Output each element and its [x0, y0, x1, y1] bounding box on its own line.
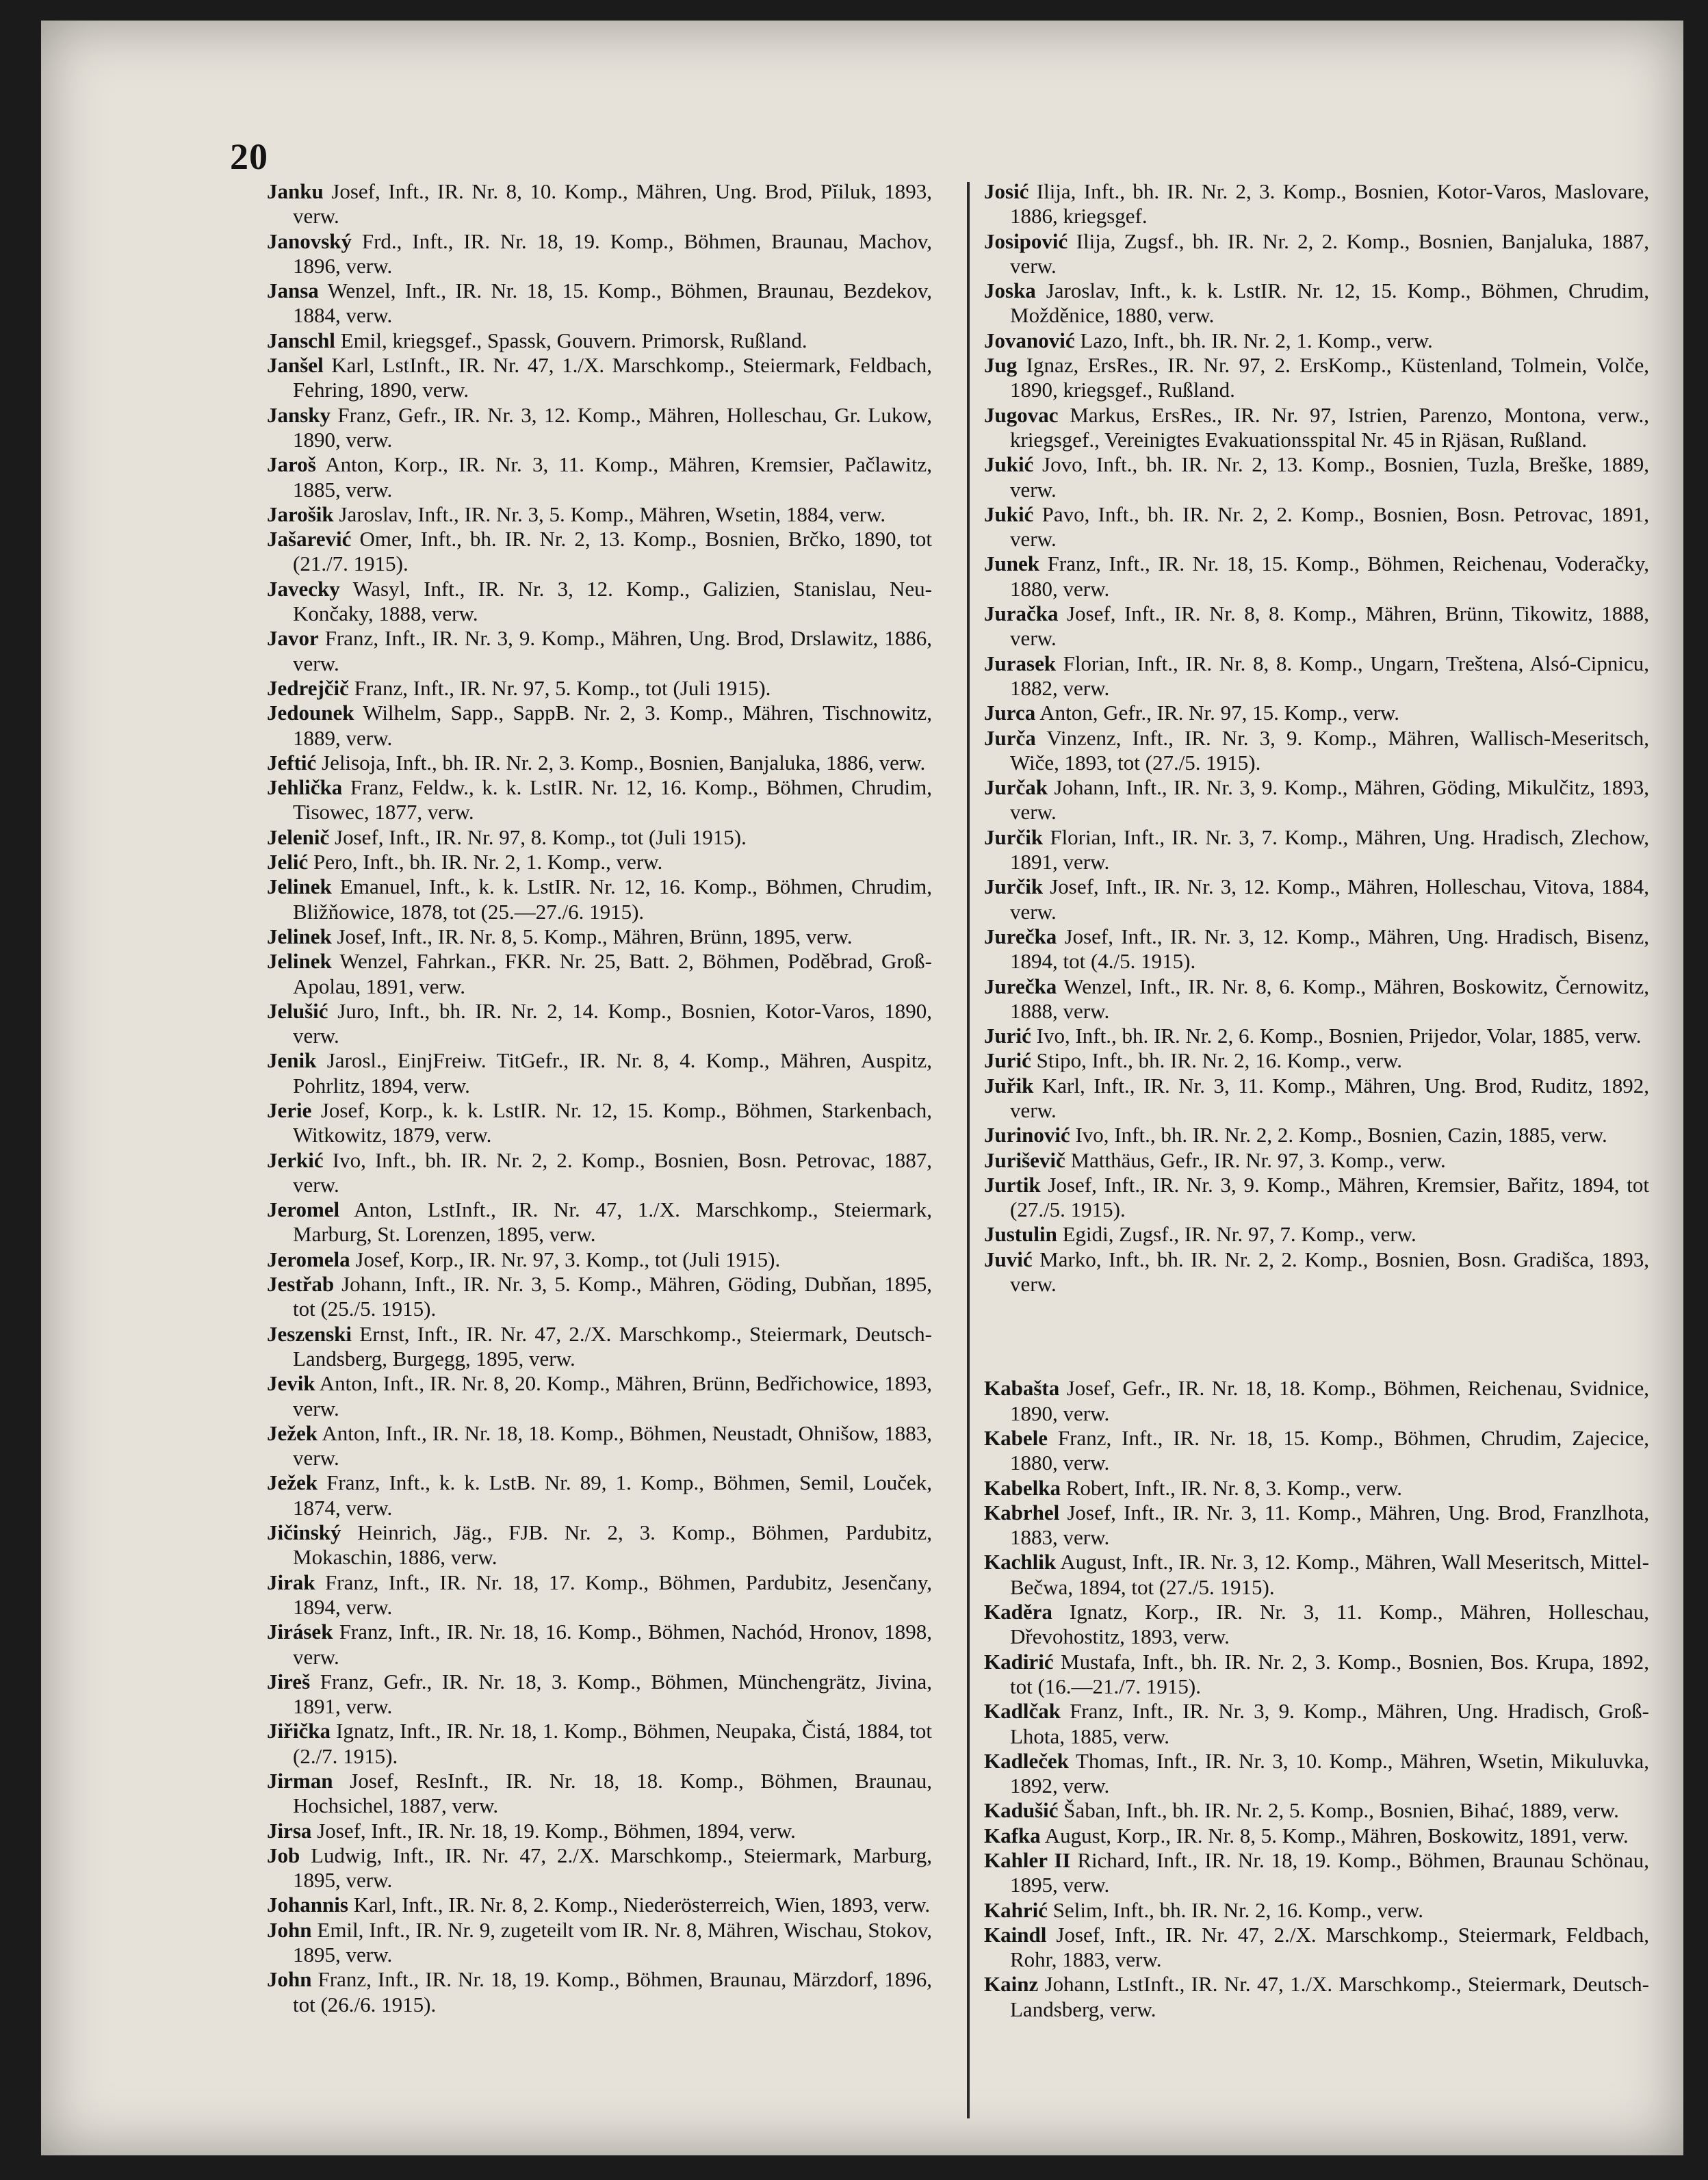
list-entry — [267, 949, 932, 999]
entry-surname: Jurca — [984, 701, 1036, 725]
entry-details: Markus, ErsRes., IR. Nr. 97, Istrien, Parenzo, Montona, verw., kriegsgef., Vereinigtes Evakuationsspital Nr. 45 in Rjäsan, Rußland. — [1010, 402, 1649, 452]
entry-surname: Johannis — [267, 1893, 348, 1917]
entry-details: Anton, Inft., IR. Nr. 18, 18. Komp., Böhmen, Neustadt, Ohnišow, 1883, verw. — [293, 1420, 932, 1470]
list-entry — [984, 452, 1649, 502]
list-entry — [984, 502, 1649, 552]
entry-details: Ernst, Inft., IR. Nr. 47, 2./X. Marschkomp., Steiermark, Deutsch-Landsberg, Burgegg, 1895, verw. — [293, 1321, 932, 1371]
list-entry — [984, 1749, 1649, 1799]
list-entry — [267, 179, 932, 229]
list-entry — [267, 1570, 932, 1620]
entry-surname: Josić — [984, 179, 1029, 203]
list-entry — [984, 1798, 1649, 1823]
entry-surname: Jelić — [267, 850, 309, 874]
book-page — [41, 21, 1683, 2155]
section-gap — [984, 1297, 1649, 1376]
list-entry — [267, 1197, 932, 1247]
list-entry — [984, 1048, 1649, 1073]
entry-surname: Jeftić — [267, 750, 317, 775]
entry-details: Omer, Inft., bh. IR. Nr. 2, 13. Komp., Bosnien, Brčko, 1890, tot (21./7. 1915). — [293, 527, 932, 576]
entry-surname: Kahrić — [984, 1897, 1048, 1922]
list-entry — [267, 1967, 932, 2017]
list-entry — [267, 1272, 932, 1322]
list-entry — [984, 278, 1649, 328]
entry-details: August, Korp., IR. Nr. 8, 5. Komp., Mähren, Boskowitz, 1891, verw. — [1040, 1823, 1629, 1847]
list-entry — [984, 1173, 1649, 1223]
entry-surname: Jirak — [267, 1570, 315, 1594]
entry-surname: Jug — [984, 353, 1018, 378]
entry-details: Ignatz, Inft., IR. Nr. 18, 1. Komp., Böhmen, Neupaka, Čistá, 1884, tot (2./7. 1915). — [293, 1719, 932, 1768]
entry-surname: Jedounek — [267, 701, 354, 725]
entry-surname: Jugovac — [984, 402, 1059, 427]
entry-surname: Kaindl — [984, 1922, 1047, 1947]
entry-details: Karl, LstInft., IR. Nr. 47, 1./X. Marschkomp., Steiermark, Feldbach, Fehring, 1890, verw. — [293, 353, 932, 402]
entry-surname: Kadleček — [984, 1748, 1069, 1773]
list-entry — [267, 328, 932, 353]
entry-details: Ivo, Inft., bh. IR. Nr. 2, 2. Komp., Bosnien, Cazin, 1885, verw. — [1070, 1123, 1607, 1147]
right-column — [984, 179, 1649, 2022]
entry-details: Vinzenz, Inft., IR. Nr. 3, 9. Komp., Mähren, Wallisch-Meseritsch, Wiče, 1893, tot (27./5. 1915). — [1010, 725, 1649, 775]
list-entry — [984, 1024, 1649, 1048]
entry-surname: Kadirić — [984, 1649, 1054, 1674]
list-entry — [267, 1620, 932, 1670]
list-entry — [267, 775, 932, 825]
entry-surname: Juriševič — [984, 1147, 1065, 1172]
entry-details: Emil, kriegsgef., Spassk, Gouvern. Primorsk, Rußland. — [335, 328, 807, 352]
entry-details: Ludwig, Inft., IR. Nr. 47, 2./X. Marschkomp., Steiermark, Marburg, 1895, verw. — [293, 1843, 932, 1893]
entry-surname: Jelušić — [267, 998, 328, 1023]
entry-details: Franz, Feldw., k. k. LstIR. Nr. 12, 16. Komp., Böhmen, Chrudim, Tisowec, 1877, verw. — [293, 775, 932, 825]
list-entry — [267, 1670, 932, 1720]
entry-surname: Juračka — [984, 601, 1059, 626]
entry-surname: Jeromela — [267, 1247, 350, 1271]
list-entry — [984, 1247, 1649, 1297]
list-entry — [267, 1048, 932, 1098]
entry-surname: Jelinek — [267, 949, 332, 974]
entry-surname: Kabrhel — [984, 1500, 1060, 1524]
entry-details: Ignaz, ErsRes., IR. Nr. 97, 2. ErsKomp., Küstenland, Tolmein, Volče, 1890, kriegsgef., Rußland. — [1010, 353, 1649, 402]
list-entry — [267, 1893, 932, 1917]
list-entry — [984, 1848, 1649, 1898]
entry-surname: Jurča — [984, 725, 1036, 750]
entry-surname: Jansky — [267, 402, 331, 427]
entry-details: Anton, Korp., IR. Nr. 3, 11. Komp., Mähren, Kremsier, Pačlawitz, 1885, verw. — [293, 452, 932, 502]
entry-surname: Jurić — [984, 1024, 1031, 1048]
entry-details: Ilija, Inft., bh. IR. Nr. 2, 3. Komp., Bosnien, Kotor-Varos, Maslovare, 1886, kriegsgef. — [1010, 179, 1649, 229]
list-entry — [984, 1074, 1649, 1124]
list-entry — [267, 1470, 932, 1520]
list-entry — [984, 651, 1649, 701]
entry-details: Ilija, Zugsf., bh. IR. Nr. 2, 2. Komp., Bosnien, Banjaluka, 1887, verw. — [1010, 229, 1649, 278]
list-entry — [984, 775, 1649, 825]
entry-details: Jarosl., EinjFreiw. TitGefr., IR. Nr. 8, 4. Komp., Mähren, Auspitz, Pohrlitz, 1894, verw. — [293, 1048, 932, 1098]
entry-details: Ivo, Inft., bh. IR. Nr. 2, 2. Komp., Bosnien, Bosn. Petrovac, 1887, verw. — [293, 1147, 932, 1197]
list-entry — [984, 1699, 1649, 1749]
list-entry — [267, 229, 932, 279]
entry-details: Franz, Gefr., IR. Nr. 18, 3. Komp., Böhmen, Münchengrätz, Jivina, 1891, verw. — [293, 1669, 932, 1719]
entry-details: Jaroslav, Inft., IR. Nr. 3, 5. Komp., Mähren, Wsetin, 1884, verw. — [333, 502, 886, 526]
entry-surname: Jurčik — [984, 874, 1044, 899]
list-entry — [984, 1824, 1649, 1848]
entry-surname: Jurinović — [984, 1123, 1070, 1147]
list-entry — [267, 825, 932, 850]
list-entry — [984, 1222, 1649, 1247]
entry-surname: Jurečka — [984, 974, 1057, 998]
entry-details: Josef, Inft., IR. Nr. 47, 2./X. Marschkomp., Steiermark, Feldbach, Rohr, 1883, verw. — [1010, 1922, 1649, 1972]
list-entry — [984, 1972, 1649, 2022]
list-entry — [984, 1650, 1649, 1700]
list-entry — [267, 850, 932, 874]
entry-surname: Janschl — [267, 328, 335, 352]
list-entry — [267, 924, 932, 949]
entry-surname: Kachlik — [984, 1550, 1057, 1574]
entry-details: Richard, Inft., IR. Nr. 18, 19. Komp., Böhmen, Braunau Schönau, 1895, verw. — [1010, 1848, 1649, 1897]
list-entry — [984, 353, 1649, 403]
list-entry — [984, 825, 1649, 875]
entry-details: Emil, Inft., IR. Nr. 9, zugeteilt vom IR. Nr. 8, Mähren, Wischau, Stokov, 1895, verw. — [293, 1917, 932, 1967]
entry-surname: Josipović — [984, 229, 1068, 253]
entry-details: Franz, Inft., IR. Nr. 18, 19. Komp., Böhmen, Braunau, Märzdorf, 1896, tot (26./6. 1915). — [293, 1967, 932, 2016]
entry-surname: Jerkić — [267, 1147, 324, 1172]
entry-surname: Jašarević — [267, 527, 352, 552]
list-entry — [984, 1550, 1649, 1600]
entry-surname: Jovanović — [984, 328, 1075, 352]
entry-details: Wasyl, Inft., IR. Nr. 3, 12. Komp., Galizien, Stanislau, Neu-Končaky, 1888, verw. — [293, 576, 932, 626]
list-entry — [267, 1247, 932, 1272]
list-entry — [267, 1918, 932, 1968]
entry-surname: Jelinek — [267, 874, 332, 899]
entry-surname: Kabele — [984, 1425, 1048, 1450]
entry-details: Josef, Inft., IR. Nr. 8, 5. Komp., Mähren, Brünn, 1895, verw. — [331, 924, 853, 948]
entry-details: Šaban, Inft., bh. IR. Nr. 2, 5. Komp., Bosnien, Bihać, 1889, verw. — [1058, 1798, 1619, 1823]
entry-surname: Jenik — [267, 1048, 317, 1073]
entry-details: Juro, Inft., bh. IR. Nr. 2, 14. Komp., Bosnien, Kotor-Varos, 1890, verw. — [293, 998, 932, 1048]
entry-details: Johann, LstInft., IR. Nr. 47, 1./X. Marschkomp., Steiermark, Deutsch-Landsberg, verw. — [1010, 1972, 1649, 2021]
entry-surname: Jurčak — [984, 775, 1048, 800]
entry-surname: Janšel — [267, 353, 324, 378]
entry-surname: Jarošik — [267, 502, 334, 526]
entry-surname: Janovský — [267, 229, 352, 253]
entry-details: Marko, Inft., bh. IR. Nr. 2, 2. Komp., Bosnien, Bosn. Gradišca, 1893, verw. — [1010, 1247, 1649, 1297]
list-entry — [984, 1923, 1649, 1973]
entry-details: Josef, Inft., IR. Nr. 3, 9. Komp., Mähren, Kremsier, Bařitz, 1894, tot (27./5. 1915). — [1010, 1172, 1649, 1222]
entry-details: Josef, Inft., IR. Nr. 3, 11. Komp., Mähren, Ung. Brod, Franzlhota, 1883, verw. — [1010, 1500, 1649, 1550]
entry-surname: Jevik — [267, 1371, 315, 1396]
entry-details: Josef, Gefr., IR. Nr. 18, 18. Komp., Böhmen, Reichenau, Svidnice, 1890, verw. — [1010, 1376, 1649, 1425]
list-entry — [267, 1769, 932, 1819]
list-entry — [984, 229, 1649, 279]
list-entry — [984, 1376, 1649, 1426]
list-entry — [267, 502, 932, 527]
entry-surname: Jurasek — [984, 651, 1057, 675]
entry-details: Anton, Inft., IR. Nr. 8, 20. Komp., Mähren, Brünn, Bedřichowice, 1893, verw. — [293, 1371, 932, 1420]
list-entry — [267, 1843, 932, 1893]
list-entry — [984, 1501, 1649, 1550]
entry-surname: John — [267, 1917, 312, 1942]
entry-details: Selim, Inft., bh. IR. Nr. 2, 16. Komp., verw. — [1048, 1897, 1424, 1922]
entry-surname: Juřik — [984, 1073, 1034, 1098]
column-divider — [967, 182, 970, 2118]
entry-details: Josef, Inft., IR. Nr. 3, 12. Komp., Mähren, Holleschau, Vitova, 1884, verw. — [1010, 874, 1649, 924]
entry-details: Mustafa, Inft., bh. IR. Nr. 2, 3. Komp., Bosnien, Bos. Krupa, 1892, tot (16.—21./7. 1915). — [1010, 1649, 1649, 1698]
entry-surname: Jedrejčič — [267, 675, 349, 700]
list-entry — [267, 1322, 932, 1372]
entry-details: Frd., Inft., IR. Nr. 18, 19. Komp., Böhmen, Braunau, Machov, 1896, verw. — [293, 229, 932, 278]
entry-details: Pavo, Inft., bh. IR. Nr. 2, 2. Komp., Bosnien, Bosn. Petrovac, 1891, verw. — [1010, 502, 1649, 552]
entry-details: Heinrich, Jäg., FJB. Nr. 2, 3. Komp., Böhmen, Pardubitz, Mokaschin, 1886, verw. — [293, 1520, 932, 1570]
entry-surname: Junek — [984, 552, 1039, 576]
list-entry — [267, 527, 932, 577]
entry-details: Franz, Inft., IR. Nr. 18, 16. Komp., Böhmen, Nachód, Hronov, 1898, verw. — [293, 1620, 932, 1669]
entry-details: Matthäus, Gefr., IR. Nr. 97, 3. Komp., verw. — [1065, 1147, 1446, 1172]
entry-surname: Jansa — [267, 278, 319, 303]
list-entry — [267, 403, 932, 453]
entry-details: Franz, Inft., IR. Nr. 3, 9. Komp., Mähren, Ung. Hradisch, Groß-Lhota, 1885, verw. — [1010, 1699, 1649, 1748]
entry-surname: Jeszenski — [267, 1321, 352, 1346]
entry-surname: Jurtik — [984, 1172, 1041, 1197]
entry-details: Ivo, Inft., bh. IR. Nr. 2, 6. Komp., Bosnien, Prijedor, Volar, 1885, verw. — [1031, 1024, 1642, 1048]
list-entry — [267, 1819, 932, 1843]
entry-surname: Juvić — [984, 1247, 1033, 1271]
entry-surname: Jukić — [984, 502, 1034, 526]
entry-details: Wenzel, Inft., IR. Nr. 8, 6. Komp., Mähren, Boskowitz, Černowitz, 1888, verw. — [1010, 974, 1649, 1023]
entry-surname: Jurić — [984, 1048, 1031, 1073]
entry-details: Josef, Inft., IR. Nr. 18, 19. Komp., Böhmen, 1894, verw. — [311, 1818, 796, 1843]
entry-surname: Janku — [267, 179, 324, 203]
list-entry — [984, 403, 1649, 453]
list-entry — [984, 924, 1649, 974]
entry-details: Florian, Inft., IR. Nr. 8, 8. Komp., Ungarn, Treštena, Alsó-Cipnicu, 1882, verw. — [1010, 651, 1649, 700]
entry-details: Josef, Inft., IR. Nr. 3, 12. Komp., Mähren, Ung. Hradisch, Bisenz, 1894, tot (4./5. 1915). — [1010, 924, 1649, 974]
entry-surname: Jestřab — [267, 1272, 335, 1297]
list-entry — [984, 601, 1649, 651]
entry-details: Lazo, Inft., bh. IR. Nr. 2, 1. Komp., verw. — [1074, 328, 1433, 352]
entry-details: Jaroslav, Inft., k. k. LstIR. Nr. 12, 15. Komp., Böhmen, Chrudim, Možděnice, 1880, verw. — [1010, 278, 1649, 328]
entry-surname: Kabelka — [984, 1475, 1061, 1500]
list-entry — [984, 1898, 1649, 1923]
entry-surname: Javecky — [267, 576, 340, 601]
entry-details: Ignatz, Korp., IR. Nr. 3, 11. Komp., Mähren, Holleschau, Dřevohostitz, 1893, verw. — [1010, 1600, 1649, 1649]
entry-surname: Jurčik — [984, 825, 1044, 849]
entry-surname: Kadlčak — [984, 1699, 1061, 1724]
entry-surname: Jerie — [267, 1098, 312, 1122]
entry-details: Robert, Inft., IR. Nr. 8, 3. Komp., verw. — [1060, 1475, 1403, 1500]
entry-details: Franz, Inft., IR. Nr. 18, 17. Komp., Böhmen, Pardubitz, Jesenčany, 1894, verw. — [293, 1570, 932, 1619]
list-entry — [984, 701, 1649, 725]
entry-details: Josef, Inft., IR. Nr. 97, 8. Komp., tot (Juli 1915). — [329, 825, 747, 849]
list-entry — [984, 1476, 1649, 1501]
entry-details: Franz, Inft., IR. Nr. 3, 9. Komp., Mähren, Ung. Brod, Drslawitz, 1886, verw. — [293, 626, 932, 675]
entry-details: Karl, Inft., IR. Nr. 3, 11. Komp., Mähren, Ung. Brod, Ruditz, 1892, verw. — [1010, 1073, 1649, 1122]
entry-details: Jovo, Inft., bh. IR. Nr. 2, 13. Komp., Bosnien, Tuzla, Breške, 1889, verw. — [1010, 452, 1649, 502]
list-entry — [267, 874, 932, 924]
entry-surname: Jireš — [267, 1669, 311, 1694]
list-entry — [984, 1123, 1649, 1147]
entry-surname: Ježek — [267, 1470, 318, 1495]
list-entry — [984, 328, 1649, 353]
list-entry — [984, 1426, 1649, 1476]
entry-details: Anton, LstInft., IR. Nr. 47, 1./X. Marschkomp., Steiermark, Marburg, St. Lorenzen, 1895, verw. — [293, 1197, 932, 1247]
entry-surname: Kaděra — [984, 1600, 1052, 1624]
list-entry — [267, 1421, 932, 1471]
entry-details: Franz, Inft., IR. Nr. 97, 5. Komp., tot (Juli 1915). — [348, 675, 771, 700]
list-entry — [267, 751, 932, 775]
entry-details: Franz, Gefr., IR. Nr. 3, 12. Komp., Mähren, Holleschau, Gr. Lukow, 1890, verw. — [293, 402, 932, 452]
entry-surname: Kafka — [984, 1823, 1041, 1847]
left-column — [267, 179, 932, 2017]
list-entry — [267, 577, 932, 627]
entry-surname: Jiřička — [267, 1719, 331, 1743]
entry-details: Jelisoja, Inft., bh. IR. Nr. 2, 3. Komp., Bosnien, Banjaluka, 1886, verw. — [316, 750, 926, 775]
entry-details: Johann, Inft., IR. Nr. 3, 9. Komp., Mähren, Göding, Mikulčitz, 1893, verw. — [1010, 775, 1649, 825]
entry-details: Florian, Inft., IR. Nr. 3, 7. Komp., Mähren, Ung. Hradisch, Zlechow, 1891, verw. — [1010, 825, 1649, 874]
entry-details: Franz, Inft., k. k. LstB. Nr. 89, 1. Komp., Böhmen, Semil, Louček, 1874, verw. — [293, 1470, 932, 1520]
entry-surname: Kabašta — [984, 1376, 1060, 1401]
entry-surname: Ježek — [267, 1420, 318, 1445]
entry-surname: Jaroš — [267, 452, 316, 477]
entry-details: Egidi, Zugsf., IR. Nr. 97, 7. Komp., verw. — [1057, 1222, 1416, 1247]
entry-surname: Jirásek — [267, 1620, 333, 1644]
page-number: 20 — [230, 136, 268, 177]
entry-surname: Jurečka — [984, 924, 1057, 948]
entry-surname: Jeromel — [267, 1197, 340, 1222]
list-entry — [267, 278, 932, 328]
list-entry — [267, 1148, 932, 1198]
entry-surname: Joska — [984, 278, 1036, 303]
entry-details: Josef, Inft., IR. Nr. 8, 10. Komp., Mähren, Ung. Brod, Pĭiluk, 1893, verw. — [293, 179, 932, 229]
list-entry — [267, 1371, 932, 1421]
entry-details: Pero, Inft., bh. IR. Nr. 2, 1. Komp., verw. — [308, 850, 663, 874]
entry-details: Franz, Inft., IR. Nr. 18, 15. Komp., Böhmen, Reichenau, Voderačky, 1880, verw. — [1010, 552, 1649, 601]
entry-surname: John — [267, 1967, 312, 1992]
list-entry — [267, 452, 932, 502]
entry-surname: Jirsa — [267, 1818, 312, 1843]
entry-surname: Kadušić — [984, 1798, 1059, 1823]
entry-details: Josef, Korp., IR. Nr. 97, 3. Komp., tot (Juli 1915). — [350, 1247, 781, 1271]
list-entry — [984, 1600, 1649, 1650]
list-entry — [984, 552, 1649, 601]
entry-surname: Jelenič — [267, 825, 330, 849]
entry-surname: Jelinek — [267, 924, 332, 948]
list-entry — [267, 676, 932, 701]
list-entry — [984, 874, 1649, 924]
entry-details: Wenzel, Inft., IR. Nr. 18, 15. Komp., Böhmen, Braunau, Bezdekov, 1884, verw. — [293, 278, 932, 328]
entry-details: Wenzel, Fahrkan., FKR. Nr. 25, Batt. 2, Böhmen, Poděbrad, Groß-Apolau, 1891, verw. — [293, 949, 932, 998]
entry-details: Josef, Inft., IR. Nr. 8, 8. Komp., Mähren, Brünn, Tikowitz, 1888, verw. — [1010, 601, 1649, 651]
entry-details: August, Inft., IR. Nr. 3, 12. Komp., Mähren, Wall Meseritsch, Mittel-Bečwa, 1894, tot (27./5. 1915). — [1010, 1550, 1649, 1599]
list-entry — [984, 179, 1649, 229]
list-entry — [267, 1719, 932, 1769]
list-entry — [267, 626, 932, 676]
entry-details: Thomas, Inft., IR. Nr. 3, 10. Komp., Mähren, Wsetin, Mikuluvka, 1892, verw. — [1010, 1748, 1649, 1798]
entry-details: Anton, Gefr., IR. Nr. 97, 15. Komp., verw. — [1035, 701, 1400, 725]
entry-surname: Kahler II — [984, 1848, 1071, 1872]
entry-surname: Jehlička — [267, 775, 343, 800]
list-entry — [267, 1520, 932, 1570]
list-entry — [984, 1148, 1649, 1173]
list-entry — [267, 353, 932, 403]
entry-details: Wilhelm, Sapp., SappB. Nr. 2, 3. Komp., Mähren, Tischnowitz, 1889, verw. — [293, 701, 932, 750]
entry-details: Stipo, Inft., bh. IR. Nr. 2, 16. Komp., verw. — [1031, 1048, 1403, 1073]
entry-details: Emanuel, Inft., k. k. LstIR. Nr. 12, 16. Komp., Böhmen, Chrudim, Bližňowice, 1878, tot (25.—27./6. 1915). — [293, 874, 932, 924]
entry-details: Johann, Inft., IR. Nr. 3, 5. Komp., Mähren, Göding, Dubňan, 1895, tot (25./5. 1915). — [293, 1272, 932, 1321]
entry-surname: Job — [267, 1843, 300, 1867]
entry-surname: Javor — [267, 626, 319, 651]
entry-surname: Jukić — [984, 452, 1034, 477]
entry-surname: Jirman — [267, 1769, 333, 1793]
entry-details: Josef, Korp., k. k. LstIR. Nr. 12, 15. Komp., Böhmen, Starkenbach, Witkowitz, 1879, verw. — [293, 1098, 932, 1147]
entry-details: Franz, Inft., IR. Nr. 18, 15. Komp., Böhmen, Chrudim, Zajecice, 1880, verw. — [1010, 1425, 1649, 1475]
list-entry — [984, 726, 1649, 776]
list-entry — [267, 1098, 932, 1148]
entry-details: Karl, Inft., IR. Nr. 8, 2. Komp., Niederösterreich, Wien, 1893, verw. — [348, 1893, 931, 1917]
entry-details: Josef, ResInft., IR. Nr. 18, 18. Komp., Böhmen, Braunau, Hochsichel, 1887, verw. — [293, 1769, 932, 1818]
entry-surname: Justulin — [984, 1222, 1057, 1247]
list-entry — [267, 999, 932, 1049]
list-entry — [267, 701, 932, 751]
list-entry — [984, 974, 1649, 1024]
entry-surname: Kainz — [984, 1972, 1039, 1997]
entry-surname: Jičinský — [267, 1520, 341, 1545]
